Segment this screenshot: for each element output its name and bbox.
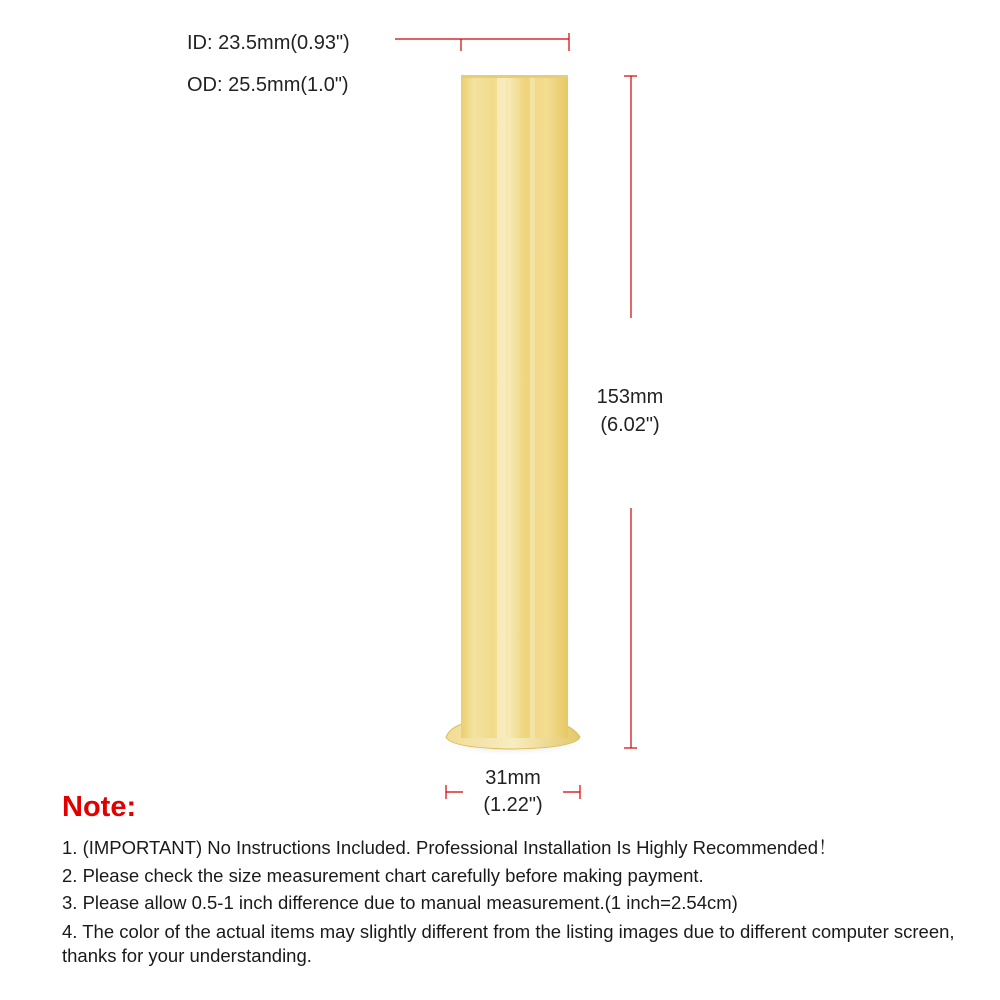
tube-highlight bbox=[497, 76, 506, 738]
flange-mm-label: 31mm bbox=[485, 767, 541, 789]
tube-body bbox=[461, 76, 568, 738]
flange-in-label: (1.22") bbox=[483, 794, 543, 816]
outer-diameter-label: OD: 25.5mm(1.0") bbox=[187, 74, 349, 96]
diameter-dimension-line bbox=[395, 33, 569, 51]
note-heading: Note: bbox=[62, 791, 137, 823]
tube-highlight-2 bbox=[530, 76, 535, 738]
note-item-4: 4. The color of the actual items may slightly different from the listing images due to different computer screen, thanks for your understanding. bbox=[62, 920, 955, 966]
note-list bbox=[62, 834, 972, 968]
note-item-1: 1. (IMPORTANT) No Instructions Included. Professional Installation Is Highly Recommended！ bbox=[62, 837, 837, 858]
inner-diameter-label: ID: 23.5mm(0.93") bbox=[187, 32, 350, 54]
length-in-label: (6.02") bbox=[600, 414, 660, 436]
tube-top-edge bbox=[461, 75, 568, 78]
note-item-2: 2. Please check the size measurement chart carefully before making payment. bbox=[62, 864, 704, 886]
note-item-3: 3. Please allow 0.5-1 inch difference due to manual measurement.(1 inch=2.54cm) bbox=[62, 892, 738, 913]
length-mm-label: 153mm bbox=[596, 386, 664, 408]
